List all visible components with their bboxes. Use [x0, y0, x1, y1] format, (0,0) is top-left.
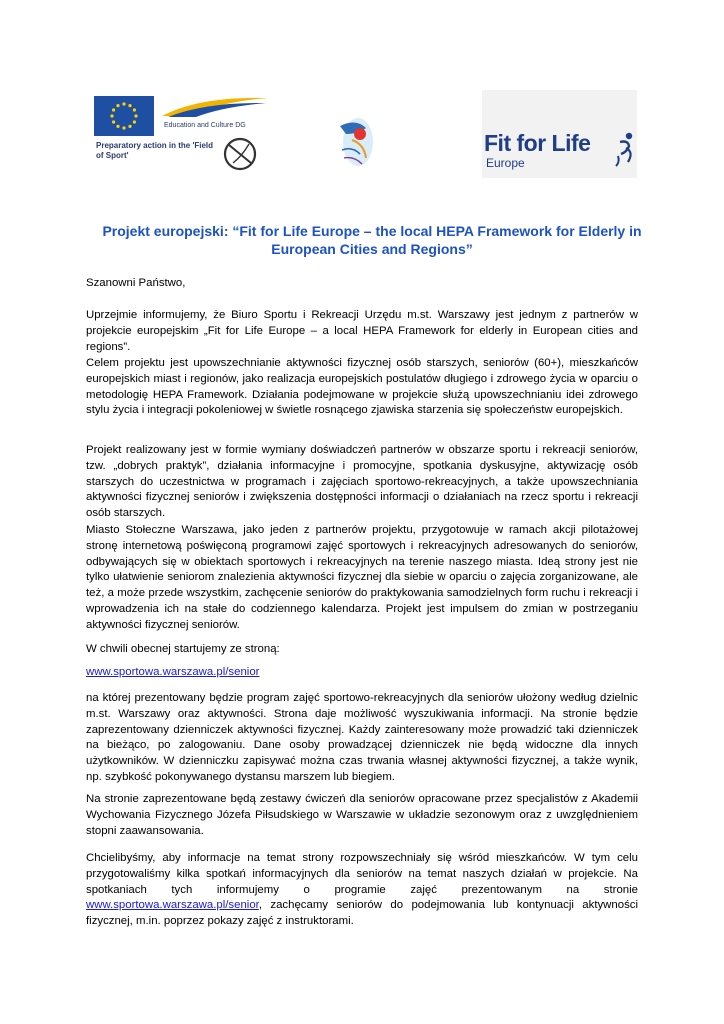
warsaw-senior-logo: [336, 112, 376, 170]
eu-flag-icon: [94, 96, 154, 136]
meetings-website-link[interactable]: www.sportowa.warszawa.pl/senior: [86, 899, 259, 912]
website-link-paragraph: [86, 665, 638, 681]
paragraph-start: W chwili obecnej startujemy ze stroną:: [86, 643, 280, 655]
eu-preparatory-label: Preparatory action in the 'Field of Sport': [96, 141, 214, 160]
eu-education-culture-logo: [94, 94, 269, 174]
ffl-logo-name: Fit for Life: [484, 130, 591, 156]
document-title: Projekt europejski: “Fit for Life Europe – the local HEPA Framework for Elderly in European Cities and Regions”: [102, 223, 642, 257]
paragraph-intro: Uprzejmie informujemy, że Biuro Sportu i Rekreacji Urzędu m.st. Warszawy jest jednym z partnerów w projekcie europejskim „Fit for Life Europe – a local HEPA Framework for elderly in European cities and regions”.: [86, 309, 638, 353]
paragraph-program: na której prezentowany będzie program zajęć sportowo-rekreacyjnych dla seniorów ułożony według dzielnic m.st. Warszawy oraz aktywności. Strona daje możliwość wyszukiwania informacji. Na stronie będzie zaprezentowany dzienniczek aktywności fizycznej. Każdy zainteresowany może prowadzić taki dzienniczek na bieżąco, po zalogowaniu. Dane osoby prowadzącej dzienniczek nie będą widoczne dla innych użytkowników. W dzienniczku zapisywać można czas trwania własnej aktywności fizycznej, a także wynik, np. szybkość pokonywanego dystansu marszem lub biegiem.: [86, 692, 638, 783]
warsaw-senior-mark-icon: [336, 112, 376, 170]
fit-for-life-europe-logo: [482, 90, 637, 178]
paragraph-meetings: [86, 851, 638, 930]
ffl-logo-sub: Europe: [486, 156, 525, 170]
meetings-text-a: Chcielibyśmy, aby informacje na temat strony rozpowszechniały się wśród mieszkańców. W tym celu przygotowaliśmy kilka spotkań informacyjnych dla seniorów na temat naszych działań w projekcie. Na spotkaniach tych informujemy o programie zajęć prezentowanym na stronie: [86, 852, 638, 896]
paragraph-exercises: Na stronie zaprezentowane będą zestawy ćwiczeń dla seniorów opracowane przez specjalistów z Akademii Wychowania Fizycznego Józefa Piłsudskiego w Warszawie w układzie sezonowym oraz z uwzględnieniem stopni zaawansowania.: [86, 793, 638, 837]
paragraph-warsaw: Miasto Stołeczne Warszawa, jako jeden z partnerów projektu, przygotowuje w ramach akcji pilotażowej stronę internetową poświęconą programowi zajęć sportowych i rekreacyjnych adresowanych do seniorów, odbywających się w obiektach sportowych i rekreacyjnych na terenie naszego miasta. Ideą strony jest nie tylko ułatwienie seniorom znalezienia aktywności fizycznej dla siebie w oparciu o zajęcia zorganizowane, ale też, a może przede wszystkim, zachęcenie seniorów do praktykowania samodzielnych form ruchu i rekreacji i wprowadzenia ich na stałe do codziennego kalendarza. Projekt jest impulsem do zmian w postrzeganiu aktywności fizycznej seniorów.: [86, 524, 638, 631]
paragraph-goal: Celem projektu jest upowszechnianie aktywności fizycznej osób starszych, seniorów (60+), mieszkańców europejskich miast i regionów, jako realizacja europejskich postulatów długiego i zdrowego życia w oparciu o metodologię HEPA Framework. Działania podejmowane w projekcie służą upowszechnianiu idei zdrowego stylu życia i integracji pokoleniowej w świetle rosnącego zjawiska starzenia się społeczeństw europejskich.: [86, 357, 638, 417]
tennis-ball-icon: [222, 136, 258, 172]
website-link[interactable]: www.sportowa.warszawa.pl/senior: [86, 666, 260, 678]
greeting: Szanowni Państwo,: [86, 277, 186, 289]
running-figure-icon: [614, 132, 636, 168]
paragraph-realization: Projekt realizowany jest w formie wymiany doświadczeń partnerów w obszarze sportu i rekreacji seniorów, tzw. „dobrych praktyk”, działania informacyjne i promocyjne, spotkania dyskusyjne, aktywizację osób starszych do uczestnictwa w programach i zajęciach sportowo-rekreacyjnych, a także upowszechniania aktywności fizycznej seniorów i zwiększenia dostępności informacji o działaniach na rzecz sportu i rekreacji osób starszych.: [86, 444, 638, 520]
eu-dg-label: Education and Culture DG: [164, 122, 246, 129]
meetings-text-b: , zachęcamy seniorów do podejmowania lub kontynuacji aktywności fizycznej, m.in. poprzez pokazy zajęć z instruktorami.: [86, 899, 638, 928]
education-culture-swoosh-icon: [160, 94, 270, 118]
